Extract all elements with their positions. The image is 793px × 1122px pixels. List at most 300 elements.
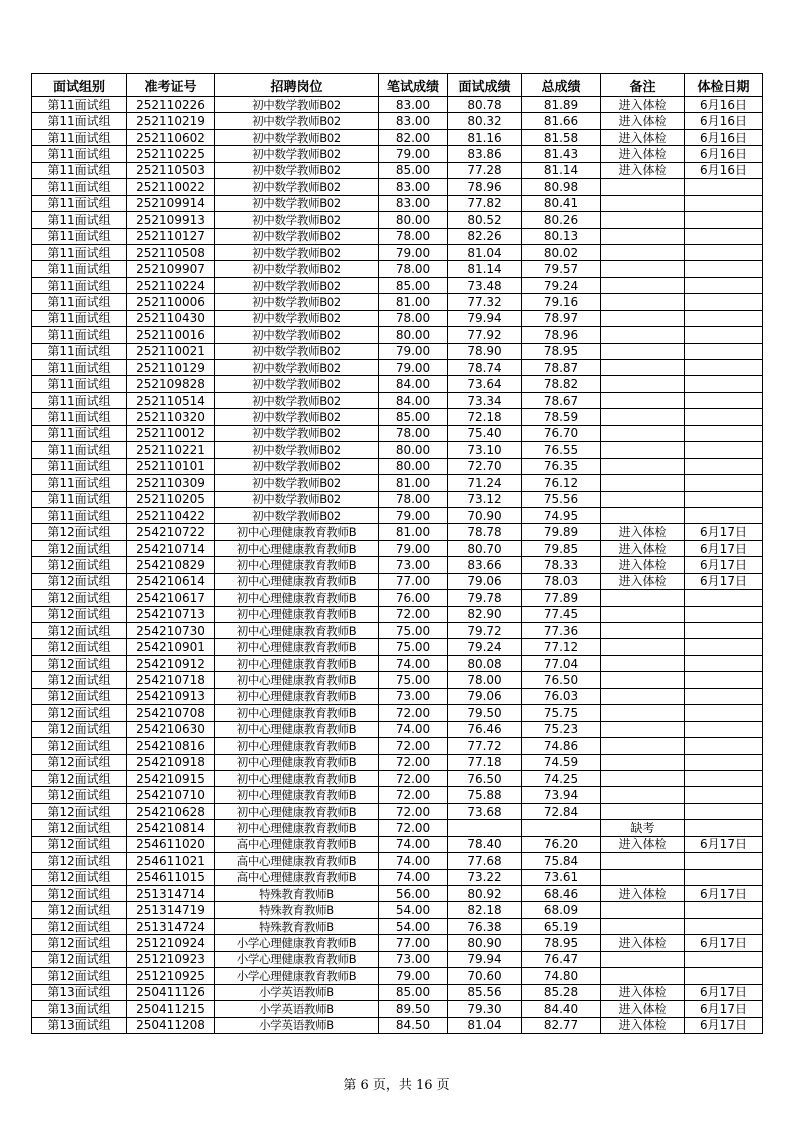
cell-exam-date (685, 853, 763, 869)
cell-total-score: 80.02 (522, 244, 601, 260)
cell-remark: 进入体检 (601, 97, 685, 113)
cell-interview-score: 82.90 (448, 606, 522, 622)
cell-interview-score: 72.70 (448, 458, 522, 474)
table-row (32, 639, 763, 655)
cell-exam-id: 252109914 (127, 195, 215, 211)
cell-exam-id: 252110226 (127, 97, 215, 113)
cell-total-score: 75.56 (522, 491, 601, 507)
cell-exam-id: 250411126 (127, 984, 215, 1000)
table-row (32, 688, 763, 704)
cell-group: 第12面试组 (32, 590, 127, 606)
cell-exam-id: 254210912 (127, 655, 215, 671)
cell-exam-date: 6月16日 (685, 113, 763, 129)
cell-written-score: 56.00 (379, 886, 448, 902)
cell-position: 小学心理健康教育教师B (215, 951, 379, 967)
cell-exam-date (685, 787, 763, 803)
table-row (32, 425, 763, 441)
cell-group: 第12面试组 (32, 968, 127, 984)
cell-written-score: 73.00 (379, 557, 448, 573)
cell-written-score: 79.00 (379, 507, 448, 523)
cell-position: 高中心理健康教育教师B (215, 853, 379, 869)
cell-written-score: 83.00 (379, 179, 448, 195)
cell-remark (601, 951, 685, 967)
cell-position: 初中心理健康教育教师B (215, 557, 379, 573)
cell-written-score: 85.00 (379, 277, 448, 293)
cell-exam-date (685, 951, 763, 967)
cell-remark (601, 770, 685, 786)
cell-remark (601, 803, 685, 819)
cell-position: 初中心理健康教育教师B (215, 705, 379, 721)
cell-total-score: 79.57 (522, 261, 601, 277)
cell-group: 第11面试组 (32, 310, 127, 326)
cell-exam-id: 254210829 (127, 557, 215, 573)
cell-remark (601, 392, 685, 408)
cell-interview-score: 80.78 (448, 97, 522, 113)
cell-total-score: 77.89 (522, 590, 601, 606)
table-row (32, 524, 763, 540)
cell-interview-score: 82.26 (448, 228, 522, 244)
cell-group: 第12面试组 (32, 738, 127, 754)
cell-group: 第11面试组 (32, 409, 127, 425)
table-row (32, 886, 763, 902)
cell-group: 第12面试组 (32, 836, 127, 852)
cell-position: 初中心理健康教育教师B (215, 688, 379, 704)
cell-exam-date (685, 458, 763, 474)
cell-group: 第12面试组 (32, 606, 127, 622)
header-row (32, 74, 763, 97)
cell-remark (601, 853, 685, 869)
cell-exam-date (685, 277, 763, 293)
cell-total-score: 79.89 (522, 524, 601, 540)
table-row (32, 770, 763, 786)
cell-total-score (522, 820, 601, 836)
cell-written-score: 73.00 (379, 688, 448, 704)
cell-remark (601, 902, 685, 918)
cell-exam-date (685, 754, 763, 770)
cell-remark: 进入体检 (601, 886, 685, 902)
cell-position: 初中心理健康教育教师B (215, 606, 379, 622)
cell-position: 初中数学教师B02 (215, 376, 379, 392)
cell-written-score: 77.00 (379, 573, 448, 589)
table-row (32, 343, 763, 359)
cell-remark (601, 277, 685, 293)
cell-written-score: 85.00 (379, 984, 448, 1000)
cell-position: 特殊教育教师B (215, 902, 379, 918)
cell-exam-date (685, 688, 763, 704)
cell-remark: 进入体检 (601, 146, 685, 162)
cell-exam-date (685, 294, 763, 310)
cell-interview-score: 76.50 (448, 770, 522, 786)
cell-total-score: 68.09 (522, 902, 601, 918)
cell-group: 第12面试组 (32, 705, 127, 721)
cell-written-score: 83.00 (379, 113, 448, 129)
cell-exam-date: 6月17日 (685, 935, 763, 951)
cell-group: 第11面试组 (32, 212, 127, 228)
cell-interview-score: 81.16 (448, 129, 522, 145)
table-row (32, 179, 763, 195)
cell-group: 第11面试组 (32, 376, 127, 392)
cell-exam-date: 6月16日 (685, 146, 763, 162)
table-row (32, 212, 763, 228)
cell-exam-date (685, 606, 763, 622)
cell-position: 特殊教育教师B (215, 918, 379, 934)
cell-remark (601, 310, 685, 326)
cell-remark (601, 327, 685, 343)
cell-position: 高中心理健康教育教师B (215, 869, 379, 885)
cell-remark (601, 705, 685, 721)
cell-exam-date (685, 721, 763, 737)
cell-written-score: 84.00 (379, 376, 448, 392)
cell-exam-id: 254210915 (127, 770, 215, 786)
cell-interview-score: 77.72 (448, 738, 522, 754)
cell-position: 初中数学教师B02 (215, 475, 379, 491)
cell-total-score: 76.35 (522, 458, 601, 474)
header-interview-score: 面试成绩 (448, 74, 522, 97)
cell-interview-score: 78.00 (448, 672, 522, 688)
table-row (32, 590, 763, 606)
cell-total-score: 77.04 (522, 655, 601, 671)
cell-exam-id: 251210925 (127, 968, 215, 984)
cell-exam-date: 6月17日 (685, 524, 763, 540)
cell-group: 第11面试组 (32, 392, 127, 408)
cell-total-score: 81.58 (522, 129, 601, 145)
cell-group: 第12面试组 (32, 557, 127, 573)
cell-total-score: 65.19 (522, 918, 601, 934)
cell-interview-score: 75.88 (448, 787, 522, 803)
table-row (32, 310, 763, 326)
cell-exam-id: 252110101 (127, 458, 215, 474)
cell-group: 第12面试组 (32, 672, 127, 688)
cell-position: 高中心理健康教育教师B (215, 836, 379, 852)
cell-position: 初中数学教师B02 (215, 425, 379, 441)
cell-written-score: 54.00 (379, 918, 448, 934)
cell-remark (601, 639, 685, 655)
cell-interview-score: 79.30 (448, 1001, 522, 1017)
cell-total-score: 74.86 (522, 738, 601, 754)
table-row (32, 902, 763, 918)
cell-remark: 进入体检 (601, 557, 685, 573)
cell-position: 初中数学教师B02 (215, 129, 379, 145)
cell-exam-id: 252109913 (127, 212, 215, 228)
cell-written-score: 80.00 (379, 212, 448, 228)
cell-written-score: 72.00 (379, 770, 448, 786)
cell-interview-score: 77.32 (448, 294, 522, 310)
cell-interview-score: 80.32 (448, 113, 522, 129)
cell-total-score: 68.46 (522, 886, 601, 902)
cell-exam-id: 252110422 (127, 507, 215, 523)
cell-exam-id: 252110309 (127, 475, 215, 491)
cell-exam-id: 251314714 (127, 886, 215, 902)
cell-position: 初中数学教师B02 (215, 162, 379, 178)
cell-position: 初中心理健康教育教师B (215, 803, 379, 819)
cell-total-score: 80.13 (522, 228, 601, 244)
cell-exam-id: 251314719 (127, 902, 215, 918)
cell-group: 第11面试组 (32, 195, 127, 211)
cell-interview-score: 77.82 (448, 195, 522, 211)
cell-total-score: 81.43 (522, 146, 601, 162)
table-row (32, 261, 763, 277)
cell-position: 初中数学教师B02 (215, 458, 379, 474)
cell-exam-id: 251314724 (127, 918, 215, 934)
cell-interview-score: 85.56 (448, 984, 522, 1000)
cell-position: 初中数学教师B02 (215, 409, 379, 425)
cell-written-score: 80.00 (379, 442, 448, 458)
cell-group: 第12面试组 (32, 869, 127, 885)
cell-exam-id: 254210901 (127, 639, 215, 655)
cell-exam-date (685, 310, 763, 326)
cell-group: 第12面试组 (32, 787, 127, 803)
cell-exam-date (685, 425, 763, 441)
table-row (32, 113, 763, 129)
cell-total-score: 78.67 (522, 392, 601, 408)
cell-interview-score: 72.18 (448, 409, 522, 425)
cell-interview-score: 76.46 (448, 721, 522, 737)
cell-remark (601, 606, 685, 622)
cell-exam-date (685, 475, 763, 491)
header-exam-id: 准考证号 (127, 74, 215, 97)
cell-total-score: 78.96 (522, 327, 601, 343)
cell-interview-score: 79.94 (448, 310, 522, 326)
cell-group: 第11面试组 (32, 360, 127, 376)
cell-exam-date (685, 672, 763, 688)
cell-remark (601, 672, 685, 688)
table-row (32, 984, 763, 1000)
cell-total-score: 78.95 (522, 343, 601, 359)
cell-interview-score: 81.14 (448, 261, 522, 277)
cell-exam-date (685, 392, 763, 408)
cell-remark: 进入体检 (601, 113, 685, 129)
table-body (32, 97, 763, 1034)
cell-exam-date (685, 244, 763, 260)
cell-remark: 进入体检 (601, 1001, 685, 1017)
cell-remark (601, 360, 685, 376)
cell-position: 初中数学教师B02 (215, 179, 379, 195)
cell-total-score: 74.95 (522, 507, 601, 523)
cell-group: 第11面试组 (32, 277, 127, 293)
cell-total-score: 76.20 (522, 836, 601, 852)
cell-position: 初中心理健康教育教师B (215, 820, 379, 836)
cell-group: 第11面试组 (32, 179, 127, 195)
cell-exam-id: 252110225 (127, 146, 215, 162)
table-row (32, 787, 763, 803)
cell-interview-score: 73.10 (448, 442, 522, 458)
cell-exam-date (685, 261, 763, 277)
cell-group: 第12面试组 (32, 853, 127, 869)
cell-remark (601, 343, 685, 359)
cell-total-score: 73.61 (522, 869, 601, 885)
cell-position: 初中心理健康教育教师B (215, 672, 379, 688)
cell-remark: 进入体检 (601, 129, 685, 145)
cell-total-score: 77.12 (522, 639, 601, 655)
cell-interview-score: 81.04 (448, 1017, 522, 1033)
cell-interview-score (448, 820, 522, 836)
cell-exam-id: 252110006 (127, 294, 215, 310)
cell-position: 初中心理健康教育教师B (215, 754, 379, 770)
cell-group: 第12面试组 (32, 623, 127, 639)
table-row (32, 294, 763, 310)
table-row (32, 195, 763, 211)
table-row (32, 918, 763, 934)
cell-exam-id: 254210617 (127, 590, 215, 606)
cell-position: 初中心理健康教育教师B (215, 573, 379, 589)
cell-written-score: 81.00 (379, 475, 448, 491)
header-position: 招聘岗位 (215, 74, 379, 97)
cell-group: 第11面试组 (32, 261, 127, 277)
cell-written-score: 85.00 (379, 409, 448, 425)
table-row (32, 557, 763, 573)
cell-position: 初中心理健康教育教师B (215, 524, 379, 540)
cell-interview-score: 77.92 (448, 327, 522, 343)
table-row (32, 376, 763, 392)
cell-exam-date (685, 590, 763, 606)
cell-exam-date: 6月16日 (685, 129, 763, 145)
cell-group: 第11面试组 (32, 343, 127, 359)
cell-group: 第11面试组 (32, 425, 127, 441)
cell-written-score: 72.00 (379, 738, 448, 754)
cell-interview-score: 79.94 (448, 951, 522, 967)
cell-total-score: 78.87 (522, 360, 601, 376)
cell-position: 特殊教育教师B (215, 886, 379, 902)
table-row (32, 409, 763, 425)
table-row (32, 738, 763, 754)
cell-written-score: 72.00 (379, 787, 448, 803)
cell-interview-score: 80.52 (448, 212, 522, 228)
cell-written-score: 79.00 (379, 540, 448, 556)
cell-total-score: 82.77 (522, 1017, 601, 1033)
cell-written-score: 78.00 (379, 310, 448, 326)
cell-interview-score: 73.34 (448, 392, 522, 408)
cell-total-score: 73.94 (522, 787, 601, 803)
cell-remark (601, 623, 685, 639)
table-row (32, 1017, 763, 1033)
cell-position: 初中数学教师B02 (215, 212, 379, 228)
cell-interview-score: 73.12 (448, 491, 522, 507)
cell-remark (601, 212, 685, 228)
cell-written-score: 75.00 (379, 672, 448, 688)
cell-group: 第12面试组 (32, 918, 127, 934)
cell-remark (601, 968, 685, 984)
cell-total-score: 74.25 (522, 770, 601, 786)
cell-group: 第12面试组 (32, 754, 127, 770)
cell-group: 第12面试组 (32, 721, 127, 737)
cell-remark (601, 787, 685, 803)
cell-interview-score: 78.96 (448, 179, 522, 195)
cell-remark: 进入体检 (601, 836, 685, 852)
cell-group: 第12面试组 (32, 886, 127, 902)
cell-remark (601, 869, 685, 885)
cell-remark: 进入体检 (601, 540, 685, 556)
cell-remark (601, 738, 685, 754)
cell-group: 第11面试组 (32, 294, 127, 310)
cell-interview-score: 73.64 (448, 376, 522, 392)
cell-exam-date (685, 212, 763, 228)
cell-total-score: 79.24 (522, 277, 601, 293)
cell-exam-date (685, 376, 763, 392)
cell-exam-date (685, 918, 763, 934)
cell-remark: 缺考 (601, 820, 685, 836)
cell-written-score: 76.00 (379, 590, 448, 606)
header-remark: 备注 (601, 74, 685, 97)
cell-interview-score: 79.24 (448, 639, 522, 655)
cell-position: 初中数学教师B02 (215, 360, 379, 376)
cell-position: 小学英语教师B (215, 1017, 379, 1033)
cell-exam-id: 252110016 (127, 327, 215, 343)
cell-position: 小学英语教师B (215, 984, 379, 1000)
cell-position: 初中心理健康教育教师B (215, 623, 379, 639)
cell-interview-score: 83.86 (448, 146, 522, 162)
cell-exam-id: 252109828 (127, 376, 215, 392)
cell-written-score: 79.00 (379, 244, 448, 260)
cell-group: 第12面试组 (32, 540, 127, 556)
cell-written-score: 72.00 (379, 606, 448, 622)
table-row (32, 573, 763, 589)
cell-interview-score: 78.40 (448, 836, 522, 852)
cell-written-score: 74.00 (379, 655, 448, 671)
cell-group: 第13面试组 (32, 984, 127, 1000)
cell-remark (601, 179, 685, 195)
cell-interview-score: 77.68 (448, 853, 522, 869)
cell-remark (601, 507, 685, 523)
cell-exam-date (685, 655, 763, 671)
cell-interview-score: 78.90 (448, 343, 522, 359)
cell-total-score: 78.33 (522, 557, 601, 573)
table-row (32, 475, 763, 491)
table-row (32, 721, 763, 737)
cell-interview-score: 79.72 (448, 623, 522, 639)
cell-total-score: 79.85 (522, 540, 601, 556)
cell-total-score: 78.97 (522, 310, 601, 326)
cell-group: 第13面试组 (32, 1001, 127, 1017)
cell-group: 第12面试组 (32, 688, 127, 704)
cell-remark (601, 590, 685, 606)
cell-exam-date: 6月16日 (685, 162, 763, 178)
cell-total-score: 80.41 (522, 195, 601, 211)
cell-exam-id: 252110129 (127, 360, 215, 376)
cell-exam-id: 254611021 (127, 853, 215, 869)
cell-exam-id: 254210722 (127, 524, 215, 540)
cell-remark: 进入体检 (601, 935, 685, 951)
cell-remark (601, 475, 685, 491)
cell-interview-score: 80.70 (448, 540, 522, 556)
cell-interview-score: 71.24 (448, 475, 522, 491)
cell-group: 第11面试组 (32, 113, 127, 129)
cell-exam-id: 254210708 (127, 705, 215, 721)
cell-exam-date (685, 705, 763, 721)
cell-total-score: 76.47 (522, 951, 601, 967)
cell-exam-id: 252110127 (127, 228, 215, 244)
cell-total-score: 74.59 (522, 754, 601, 770)
cell-remark (601, 458, 685, 474)
cell-exam-date (685, 491, 763, 507)
cell-exam-id: 254210814 (127, 820, 215, 836)
cell-remark (601, 261, 685, 277)
cell-position: 初中数学教师B02 (215, 97, 379, 113)
cell-exam-id: 254210816 (127, 738, 215, 754)
cell-group: 第12面试组 (32, 820, 127, 836)
cell-exam-date (685, 820, 763, 836)
table-row (32, 655, 763, 671)
cell-remark: 进入体检 (601, 524, 685, 540)
cell-position: 初中数学教师B02 (215, 310, 379, 326)
cell-position: 初中心理健康教育教师B (215, 639, 379, 655)
cell-interview-score: 81.04 (448, 244, 522, 260)
cell-exam-date: 6月17日 (685, 573, 763, 589)
cell-exam-id: 252110320 (127, 409, 215, 425)
table-row (32, 836, 763, 852)
cell-exam-date: 6月17日 (685, 984, 763, 1000)
cell-exam-date: 6月16日 (685, 97, 763, 113)
cell-group: 第11面试组 (32, 491, 127, 507)
